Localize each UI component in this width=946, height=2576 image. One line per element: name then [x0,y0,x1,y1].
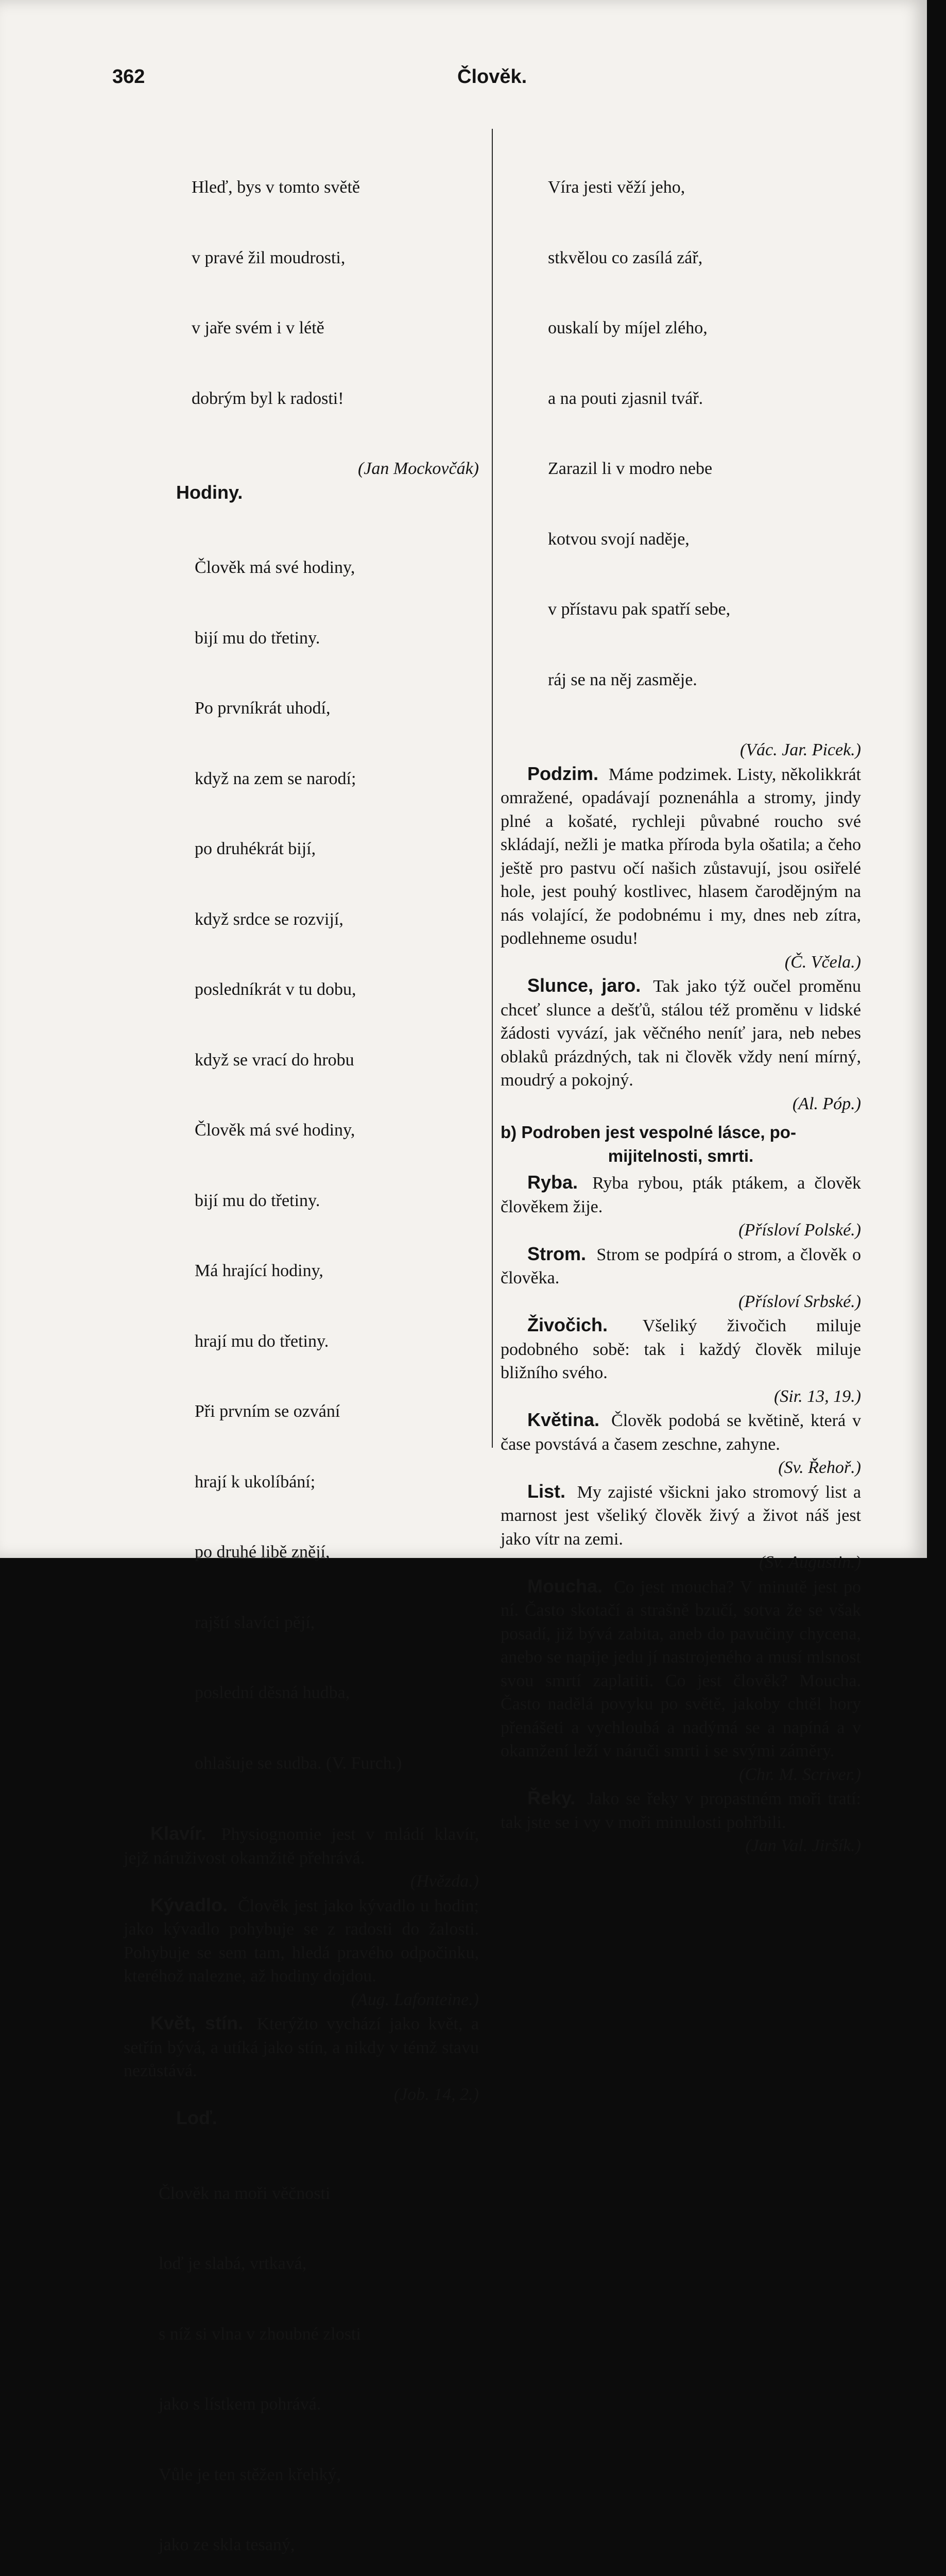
verse-line: posledníkrát v tu dobu, [195,978,479,1002]
attribution: (Sv. Řehoř.) [501,1456,861,1480]
verse-line: Má hrající hodiny, [195,1259,479,1283]
verse-line: když srdce se rozvijí, [195,908,479,931]
verse-line: po druhékrát bijí, [195,837,479,861]
entry-list [501,1480,861,1551]
verse-line: jako s lístkem pohrává. [159,2393,479,2416]
entry-keyword: Živočich. [527,1314,608,1335]
entry-text: Člověk podobá se květině, která v čase povstává a časem zeschne, zahyne. [501,1411,861,1454]
verse-line: dobrým byl k radosti! [192,387,479,411]
verse-line: rajští slavíci pějí, [195,1611,479,1635]
entry-reky [501,1786,861,1834]
entry-kyvadlo [124,1893,479,1988]
attribution: (Vác. Jar. Picek.) [501,738,861,762]
entry-text: Ryba rybou, pták ptákem, a člověk člověkem žije. [501,1174,861,1216]
verse-block [501,129,861,738]
verse-block [124,129,479,457]
attribution: (Přísloví Srbské.) [501,1290,861,1314]
entry-keyword: Podzim. [527,763,598,784]
verse-line: v pravé žil moudrosti, [192,246,479,270]
verse-line: a na pouti zjasnil tvář. [548,387,861,411]
entry-text: Strom se podpírá o strom, a člověk o člověka. [501,1245,861,1288]
entry-keyword: Strom. [527,1243,586,1264]
entry-kvet [124,2011,479,2083]
attribution: (Jan Mockovčák) [124,457,479,481]
entry-kvetina [501,1408,861,1456]
attribution: (Chr. M. Scriver.) [501,1763,861,1787]
verse-line: v jaře svém i v létě [192,316,479,340]
verse-line: Člověk má své hodiny, [195,556,479,580]
verse-line: jako ze skla tesaný, [159,2533,479,2557]
column-divider [492,129,493,1448]
entry-heading-lod: Loď. [124,2106,479,2130]
entry-moucha [501,1574,861,1763]
entry-slunce [501,974,861,1092]
verse-line: bijí mu do třetiny. [195,626,479,650]
verse-line: Vůle je ten stěžen křehký, [159,2463,479,2487]
entry-text: Máme podzimek. Listy, několikkrát omražené, opadávají poznenáhla a stromy, jindy plné a košaté, rychleji půvabné roucho své skládají, nežli je matka příroda byla ošatila; a čeho ještě pro pastvu očí našich zůstavují, jsou osiřelé hole, jest pouhý kostlivec, hlasem čarodějným na nás volající, že podobnému i my, dnes neb zítra, podlehneme osudu! [501,765,861,948]
entry-keyword: Moucha. [527,1575,603,1597]
verse-line: Člověk má své hodiny, [195,1118,479,1142]
entry-text: Co jest moucha? V minutě jest po ní. Často skotačí a strašně bzučí, sotva že se však posadí, již bývá zabita, aneb do pavučiny chycena, anebo se napije jedu jí nastrojeného a musí mlsnost svou smrtí zaplatiti. Co jest člověk? Moucha. Často nadělá povyku po světě, jakoby chtěl hory přenášeti a vychloubá a nadýmá se a napíná a v okamžení leží v náruči smrti i se svými záměry. [501,1578,861,1761]
section-heading-line: mijitelnosti, smrti. [501,1144,861,1168]
verse-line: Hleď, bys v tomto světě [192,176,479,199]
entry-zivocich [501,1313,861,1385]
right-column [501,129,861,1858]
entry-text: Tak jako týž oučel proměnu chceť slunce a dešťů, stálou též proměnu v lidské žádosti vyvází, jak věčného neníť jara, neb nebes oblaků prázdných, tak ni člověk vždy není mírný, moudrý a pokojný. [501,977,861,1090]
entry-text: Člověk jest jako kývadlo u hodin; jako kývadlo pohybuje se z radosti do žalosti. Pohybuje se sem tam, hledá pravého odpočinku, kteréhož nalezne, až hodiny dojdou. [124,1896,479,1986]
left-column [124,129,479,2576]
verse-line: ohlašuje se sudba. (V. Furch.) [195,1752,479,1775]
attribution: (Č. Včela.) [501,951,861,974]
entry-heading-hodiny: Hodiny. [124,481,479,504]
entry-keyword: Klavír. [150,1823,206,1844]
verse-line: loď je slabá, vrtkavá, [159,2252,479,2276]
verse-line: kotvou svojí naděje, [548,528,861,551]
attribution: (Hvězda.) [124,1870,479,1893]
verse-line: když se vrací do hrobu [195,1048,479,1072]
attribution: (Al. Póp.) [501,1092,861,1116]
verse-line: Člověk na moři věčnosti [159,2182,479,2206]
verse-line: poslední děsná hudba, [195,1681,479,1705]
verse-block [124,2135,479,2576]
verse-line: stkvělou co zasílá zář, [548,246,861,270]
entry-keyword: Řeky. [527,1787,575,1808]
verse-block [124,509,479,1822]
entry-keyword: Květina. [527,1409,599,1430]
attribution: (Sv. Augustin.) [501,1551,861,1574]
verse-line: Při prvním se ozvání [195,1400,479,1423]
entry-klavir [124,1822,479,1870]
entry-text: Jako se řeky v propastném moři tratí: tak jste se i vy v moři minulosti pohřbili. [501,1789,861,1832]
entry-keyword: Slunce, jaro. [527,975,641,996]
entry-text: Všeliký živočich miluje podobného sobě: tak i každý člověk miluje bližního svého. [501,1316,861,1382]
running-title: Člověk. [457,66,527,88]
section-heading [501,1121,861,1167]
entry-text: Kterýžto vychází jako květ, a setřín bývá, a utíká jako stín, a nikdy v témž stavu nezůstává. [124,2014,479,2080]
entry-strom [501,1242,861,1290]
verse-line: v přístavu pak spatří sebe, [548,598,861,621]
attribution: (Jan Val. Jiršík.) [501,1834,861,1858]
attribution: (Job. 14, 2.) [124,2083,479,2107]
attribution: (Sir. 13, 19.) [501,1385,861,1409]
entry-text: Physiognomie jest v mládí klavír, jejž náruživost okamžitě přehrává. [124,1825,479,1868]
entry-keyword: Ryba. [527,1172,578,1193]
attribution: (Aug. Lafonteine.) [124,1988,479,2012]
verse-line: hrají mu do třetiny. [195,1330,479,1353]
entry-keyword: Květ, stín. [150,2012,243,2033]
entry-text: My zajisté všickni jako stromový list a marnost jest všeliký člověk živý a život náš jest jako vítr na zemi. [501,1483,861,1549]
verse-line: po druhé libě znějí, [195,1540,479,1564]
verse-line: s níž si vlna v zhoubné zlosti [159,2323,479,2346]
verse-line: když na zem se narodí; [195,767,479,791]
attribution: (Přísloví Polské.) [501,1218,861,1242]
section-heading-line: b) Podroben jest vespolné lásce, po- [501,1123,796,1142]
entry-ryba [501,1171,861,1218]
verse-line: Po prvníkrát uhodí, [195,697,479,720]
verse-line: hrají k ukolíbání; [195,1470,479,1494]
entry-keyword: Kývadlo. [150,1894,228,1916]
verse-line: bijí mu do třetiny. [195,1189,479,1213]
verse-line: Zarazil li v modro nebe [548,457,861,481]
verse-line: ouskalí by míjel zlého, [548,316,861,340]
verse-line: Víra jesti věží jeho, [548,176,861,199]
verse-line: ráj se na něj zasměje. [548,668,861,692]
entry-keyword: List. [527,1481,565,1502]
page-number: 362 [112,66,145,88]
entry-podzim [501,762,861,951]
